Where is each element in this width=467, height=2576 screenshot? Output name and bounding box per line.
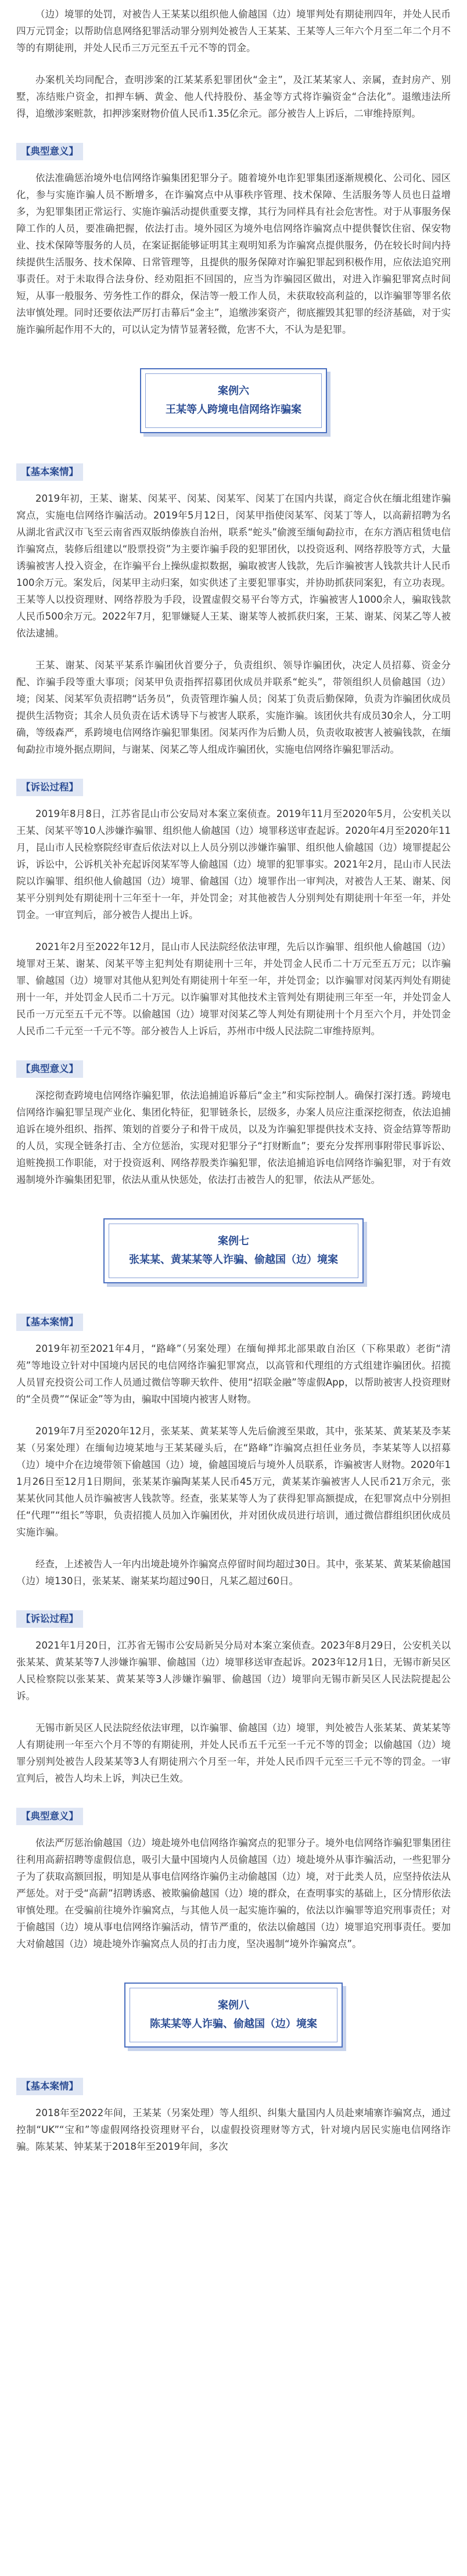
basic-facts-paragraph: 王某、谢某、闵某平某系诈骗团伙首要分子，负责组织、领导诈骗团伙，决定人员招募、资金分配、诈骗手段等重大事项；闵某甲负责指挥招募团伙成员并联系“蛇头”，带领组织人员偷越国（边）境；闵某、闵某军负责招聘“话务员”，负责管理诈骗人员；闵某丁负责后勤保障，负责为诈骗团伙成员提供生活物资；其余人员负责在话术诱导下与被害人联系，实施诈骗。该团伙共有成员30余人，分工明确，等级森严，系跨境电信网络诈骗犯罪集团。闵某丙作为后勤人员，负责收取被害人被骗钱款，在缅甸勐拉市境外据点期间，与谢某、闵某乙等人组成诈骗团伙，实施电信网络诈骗犯罪活动。 <box>16 660 451 755</box>
significance-label: 【典型意义】 <box>16 143 83 160</box>
case-title-inner <box>145 373 322 428</box>
case-5-significance-section <box>16 137 451 338</box>
significance-paragraph: 依法严厉惩治偷越国（边）境赴境外电信网络诈骗窝点的犯罪分子。境外电信网络诈骗犯罪集团往往利用高薪招聘等虚假信息，吸引大量中国境内人员偷越国（边）境赴境外从事诈骗活动，一些犯罪分子为了获取高额回报，明知是从事电信网络诈骗仍主动偷越国（边）境，对于此类人员，应坚持依法从严惩处。对于受“高薪”招聘诱惑、被欺骗偷越国（边）境的群众，在查明事实的基础上，区分情形依法审慎处理。在受骗前往境外诈骗窝点，与其他人员一起实施诈骗的，依法以诈骗罪等追究刑事责任；对于偷越国（边）境从事电信网络诈骗活动，情节严重的，依法以偷越国（边）境罪追究刑事责任。要加大对偷越国（边）境赴境外诈骗窝点人员的打击力度，坚决遏制“境外诈骗窝点”。 <box>16 1837 451 1949</box>
basic-facts-paragraph: 2019年初，王某、谢某、闵某平、闵某、闵某军、闵某丁在国内共谋，商定合伙在缅北组建诈骗窝点，实施电信网络诈骗活动。2019年5月12日，闵某甲指使闵某军、闵某丁等人，以高薪招聘为名从湖北省武汉市飞至云南省西双版纳傣族自治州，联系“蛇头”偷渡至缅甸勐拉市，在东方酒店租赁电信诈骗窝点，装修后组建以“股票投资”为主要诈骗手段的犯罪团伙，以投资返利、网络荐股等方式，大量诱骗被害人投入资金，在诈骗平台上操纵虚拟数据，骗取被害人钱款，先后诈骗被害人钱款共计人民币100余万元。案发后，闵某甲主动归案，如实供述了主要犯罪事实，并协助抓获同案犯，有立功表现。王某等人以投资理财、网络荐股为手段，设置虚假交易平台等方式，诈骗被害人1000余人，骗取钱款人民币500余万元。2022年7月，犯罪嫌疑人王某、谢某等人被抓获归案，王某、谢某、闵某乙等人被依法逮捕。 <box>16 493 451 639</box>
significance-paragraph: 深挖彻查跨境电信网络诈骗犯罪，依法追捕追诉幕后“金主”和实际控制人。确保打深打透。跨境电信网络诈骗犯罪呈现产业化、集团化特征，犯罪链条长，层级多，办案人员应注重深挖彻查，依法追捕追诉在境外组织、指挥、策划的首要分子和骨干成员，以及为诈骗犯罪提供技术支持、资金结算等帮助的人员，实现全链条打击、全方位惩治，实现对犯罪分子“打财断血”；要充分发挥刑事附带民事诉讼、追赃挽损工作职能，对于投资返利、网络荐股类诈骗犯罪，依法追捕追诉电信网络诈骗犯罪，对于有效遏制境外诈骗集团犯罪，依法从重从快惩处，依法打击被告人的犯罪，依法从严惩处。 <box>16 1090 451 1185</box>
article-intro <box>16 6 451 122</box>
proceedings-label: 【诉讼过程】 <box>16 1610 83 1628</box>
proceedings-paragraph: 2021年1月20日，江苏省无锡市公安局新吴分局对本案立案侦查。2023年8月29日，公安机关以张某某、黄某某等7人涉嫌诈骗罪、偷越国（边）境罪移送审查起诉。2023年12月1日，无锡市新吴区人民检察院以张某某、黄某某等3人涉嫌诈骗罪、偷越国（边）境罪向无锡市新吴区人民法院提起公诉。 <box>16 1640 451 1701</box>
significance-label: 【典型意义】 <box>16 1808 83 1825</box>
basic-facts-label: 【基本案情】 <box>16 1314 83 1331</box>
basic-facts-paragraph: 2018年至2022年间，王某某（另案处理）等人组织、纠集大量国内人员赴柬埔寨诈骗窝点，通过控制“UK”“宝和”等虚假网络投资理财平台，以虚假投资理财等方式，针对境内居民实施电信网络诈骗。陈某某、钟某某于2018年至2019年间，多次 <box>16 2107 451 2152</box>
case-7-section <box>16 1218 451 1952</box>
basic-facts-label: 【基本案情】 <box>16 463 83 481</box>
case-name: 张某某、黄某某等人诈骗、偷越国（边）境案 <box>129 1254 338 1266</box>
case-number: 案例六 <box>218 385 249 397</box>
basic-facts-label: 【基本案情】 <box>16 2078 83 2095</box>
proceedings-paragraph: 2019年8月8日，江苏省昆山市公安局对本案立案侦查。2019年11月至2020年5月，公安机关以王某、闵某平等10人涉嫌诈骗罪、组织他人偷越国（边）境罪移送审查起诉。2020年4月至2020年11月，昆山市人民检察院经审查后依法对以上人员分别以涉嫌诈骗罪、组织他人偷越国（边）境罪提起公诉，诉讼中，公诉机关补充起诉闵某军等人偷越国（边）境罪的犯罪事实。2021年2月，昆山市人民法院以诈骗罪、组织他人偷越国（边）境罪、偷越国（边）境罪作出一审判决，对被告人王某、谢某、闵某平分别判处有期徒刑十三年至十一年，并处罚金；对其他被告人分别判处有期徒刑十年至一年，并处罚金。一审宣判后，部分被告人提出上诉。 <box>16 808 451 920</box>
case-title-frame <box>103 1218 364 1283</box>
case-title-card <box>16 368 451 433</box>
proceedings-label: 【诉讼过程】 <box>16 779 83 796</box>
intro-paragraph: 办案机关均同配合，查明涉案的江某某系犯罪团伙“金主”，及江某某家人、亲属，查封房产、别墅，冻结账户资金，扣押车辆、黄金、他人代持股份、基金等方式将诈骗资金“合法化”。退缴违法所得，追缴涉案赃款，扣押涉案财物价值人民币1.35亿余元。部分被告人上诉后，二审维持原判。 <box>16 74 451 119</box>
case-title-frame <box>140 368 327 433</box>
case-title-card <box>16 1218 451 1283</box>
proceedings-paragraph: 无锡市新吴区人民法院经依法审理，以诈骗罪、偷越国（边）境罪，判处被告人张某某、黄某某等人有期徒刑一年至六个月不等的有期徒刑，并处人民币五千元至一千元不等的罚金；以偷越国（边）境罪分别判处被告人段某某等3人有期徒刑六个月至一年，并处人民币四千元至三千元不等的罚金。一审宣判后，被告人均未上诉，判决已生效。 <box>16 1722 451 1784</box>
proceedings-paragraph: 2021年2月至2022年12月，昆山市人民法院经依法审理，先后以诈骗罪、组织他人偷越国（边）境罪对王某、谢某、闵某平等主犯判处有期徒刑十三年，并处罚金人民币二十万元至五万元；以诈骗罪、偷越国（边）境罪对其他从犯判处有期徒刑十年至一年，并处罚金；以诈骗罪对闵某丙判处有期徒刑十一年，并处罚金人民币二十万元。以诈骗罪对其他技术主管判处有期徒刑三年至一年，并处罚金人民币一万元至五千元不等。以偷越国（边）境罪对闵某乙等人判处有期徒刑十个月至六个月，并处罚金人民币二千元至一千元不等。部分被告人上诉后，苏州市中级人民法院二审维持原判。 <box>16 941 451 1037</box>
case-title-card <box>16 1983 451 2048</box>
case-title-inner <box>109 1224 358 1278</box>
case-title-inner <box>130 1988 337 2042</box>
case-number: 案例七 <box>218 1235 249 1247</box>
case-number: 案例八 <box>218 1999 249 2012</box>
intro-paragraph: （边）境罪的处罚，对被告人王某某以组织他人偷越国（边）境罪判处有期徒刑四年，并处人民币四万元罚金；以帮助信息网络犯罪活动罪分别判处被告人王某某、王某等人三年六个月至二年二个月不等的有期徒刑，并处人民币三万元至五千元不等的罚金。 <box>16 9 451 53</box>
case-name: 陈某某等人诈骗、偷越国（边）境案 <box>150 2018 317 2030</box>
significance-label: 【典型意义】 <box>16 1060 83 1078</box>
basic-facts-paragraph: 2019年7月至2020年12月，张某某、黄某某等人先后偷渡至果敢，其中，张某某、黄某某及李某某（另案处理）在缅甸边境某地与王某某碰头后，在“路峰”诈骗窝点担任业务员，李某某等人以招募（边）境中介在边境带领下偷越国（边）境，偷越国境后与境外人员联系，诈骗被害人财物。2020年11月26日至12月1日期间，张某某诈骗陶某某人民币45万元，黄某某诈骗被害人人民币21万余元，张某某伙同其他人员诈骗被害人钱款等。经查，张某某等人为了获得犯罪高额提成，在犯罪窝点中分别担任“代理”“组长”等职，负责招揽人员加入诈骗团伙，并对团伙成员进行培训，通过微信群组织团伙成员实施诈骗。 <box>16 1426 451 1538</box>
case-title-frame <box>124 1983 343 2048</box>
significance-paragraph: 依法准确惩治境外电信网络诈骗集团犯罪分子。随着境外电诈犯罪集团逐渐规模化、公司化、园区化，参与实施诈骗人员不断增多，在诈骗窝点中从事秩序管理、技术保障、生活服务等人员也日益增多，为犯罪集团正常运行、实施诈骗活动提供重要支撑，其行为同样具有社会危害性。对于从事服务保障工作的人员，要准确把握，依法打击。境外园区为境外电信网络诈骗窝点中提供餐饮住宿、保安物业、技术保障等服务的人员，在案证据能够证明其主观明知系为诈骗窝点提供服务，仍在较长时间内持续提供生活服务、技术保障、日常管理等，且提供的服务保障对诈骗犯罪起到积极作用，应依法追究刑事责任。对于未取得合法身份、经劝阻拒不回国的，应当为诈骗园区做出，对进入诈骗犯罪窝点时间短，从事一般服务、劳务性工作的群众，保洁等一般工作人员，未获取较高利益的，以诈骗罪等罪名依法审慎处理。同时还要依法严厉打击幕后“金主”，追缴涉案资产，彻底摧毁其犯罪的经济基础，对于实施诈骗所起作用不大的，可以认定为情节显著轻微，危害不大，不认为是犯罪。 <box>16 172 451 335</box>
case-name: 王某等人跨境电信网络诈骗案 <box>166 404 301 416</box>
basic-facts-paragraph: 经查，上述被告人一年内出境赴境外诈骗窝点停留时间均超过30日。其中，张某某、黄某某偷越国（边）境130日，张某某、谢某某均超过90日，凡某乙超过60日。 <box>16 1559 451 1586</box>
case-8-section <box>16 1983 451 2155</box>
basic-facts-paragraph: 2019年初至2021年4月，“路峰”（另案处理）在缅甸掸邦北部果敢自治区（下称果敢）老街“清苑”等地设立针对中国境内居民的电信网络诈骗犯罪窝点，以高管和代理组的方式组建诈骗团伙。招揽人员冒充投资公司工作人员通过微信等聊天软件、使用“招联金融”等虚假App，以帮助被害人投资理财的“全员费”“保证金”等为由，骗取中国境内被害人财物。 <box>16 1343 451 1405</box>
case-6-section <box>16 368 451 1188</box>
